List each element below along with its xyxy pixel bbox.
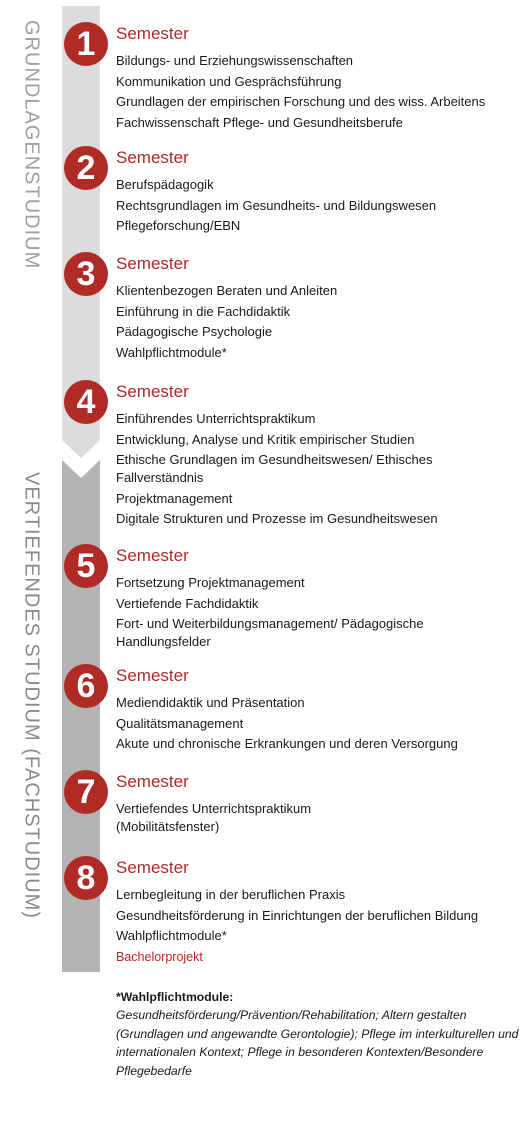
semester-number-badge: 2 — [64, 146, 108, 190]
semester-title: Semester — [116, 666, 189, 685]
phase-label-grundlagenstudium: GRUNDLAGENSTUDIUM — [20, 20, 43, 270]
course-item: Projektmanagement — [116, 490, 233, 506]
course-item: Berufspädagogik — [116, 177, 214, 192]
footnote-title: *Wahlpflichtmodule: — [116, 990, 234, 1004]
course-item: Lernbegleitung in der beruflichen Praxis — [116, 887, 346, 902]
semester-number-badge: 4 — [64, 380, 108, 424]
course-item: Entwicklung, Analyse und Kritik empirischer Studien — [116, 431, 415, 447]
semester-number-badge: 5 — [64, 544, 108, 588]
footnote-text: Gesundheitsförderung/Prävention/Rehabilitation; Altern gestalten (Grundlagen und angewandte Gerontologie); Pflege im interkulturellen und internationalen Kontext; Pflege in besonderen Kontexten/Besondere Pflegebedarfe — [116, 1008, 519, 1078]
course-item: Fortsetzung Projektmanagement — [116, 575, 305, 590]
semester-title: Semester — [116, 772, 189, 791]
course-item: Pädagogische Psychologie — [116, 324, 273, 340]
course-item: Akute und chronische Erkrankungen und deren Versorgung — [116, 736, 458, 752]
footnote — [116, 988, 521, 1080]
semester-title: Semester — [116, 858, 189, 877]
course-item: Einführendes Unterrichtspraktikum — [116, 411, 316, 426]
course-item: Ethische Grundlagen im Gesundheitswesen/ Ethisches Fallverständnis — [116, 452, 433, 486]
course-item: Kommunikation und Gesprächsführung — [116, 73, 342, 89]
course-item-highlighted: Bachelorprojekt — [116, 949, 203, 964]
course-item: Pflegeforschung/EBN — [116, 218, 241, 234]
course-item: Einführung in die Fachdidaktik — [116, 303, 291, 319]
course-item: Vertiefendes Unterrichtspraktikum (Mobilitätsfenster) — [116, 801, 312, 834]
semester-number-badge: 7 — [64, 770, 108, 814]
course-item: Qualitätsmanagement — [116, 715, 244, 731]
course-item: Bildungs- und Erziehungswissenschaften — [116, 53, 354, 68]
course-item: Fort- und Weiterbildungsmanagement/ Pädagogische Handlungsfelder — [116, 616, 424, 650]
semester-title: Semester — [116, 148, 189, 167]
semester-title: Semester — [116, 382, 189, 401]
course-item: Gesundheitsförderung in Einrichtungen der beruflichen Bildung — [116, 907, 479, 923]
phase-label-vertiefendes-studium: VERTIEFENDES STUDIUM (FACHSTUDIUM) — [20, 472, 43, 919]
semester-number-badge: 3 — [64, 252, 108, 296]
semester-title: Semester — [116, 546, 189, 565]
semester-number-badge: 6 — [64, 664, 108, 708]
course-item: Grundlagen der empirischen Forschung und des wiss. Arbeitens — [116, 94, 486, 110]
semester-number-badge: 1 — [64, 22, 108, 66]
course-item: Klientenbezogen Beraten und Anleiten — [116, 283, 338, 298]
course-item: Mediendidaktik und Präsentation — [116, 695, 305, 710]
course-item: Rechtsgrundlagen im Gesundheits- und Bildungswesen — [116, 197, 437, 213]
course-item: Digitale Strukturen und Prozesse im Gesundheitswesen — [116, 511, 438, 527]
semester-title: Semester — [116, 254, 189, 273]
semester-number-badge: 8 — [64, 856, 108, 900]
course-item: Vertiefende Fachdidaktik — [116, 595, 259, 611]
semester-title: Semester — [116, 24, 189, 43]
course-item: Wahlpflichtmodule* — [116, 928, 227, 944]
course-item: Fachwissenschaft Pflege- und Gesundheitsberufe — [116, 114, 403, 130]
course-item: Wahlpflichtmodule* — [116, 344, 227, 360]
